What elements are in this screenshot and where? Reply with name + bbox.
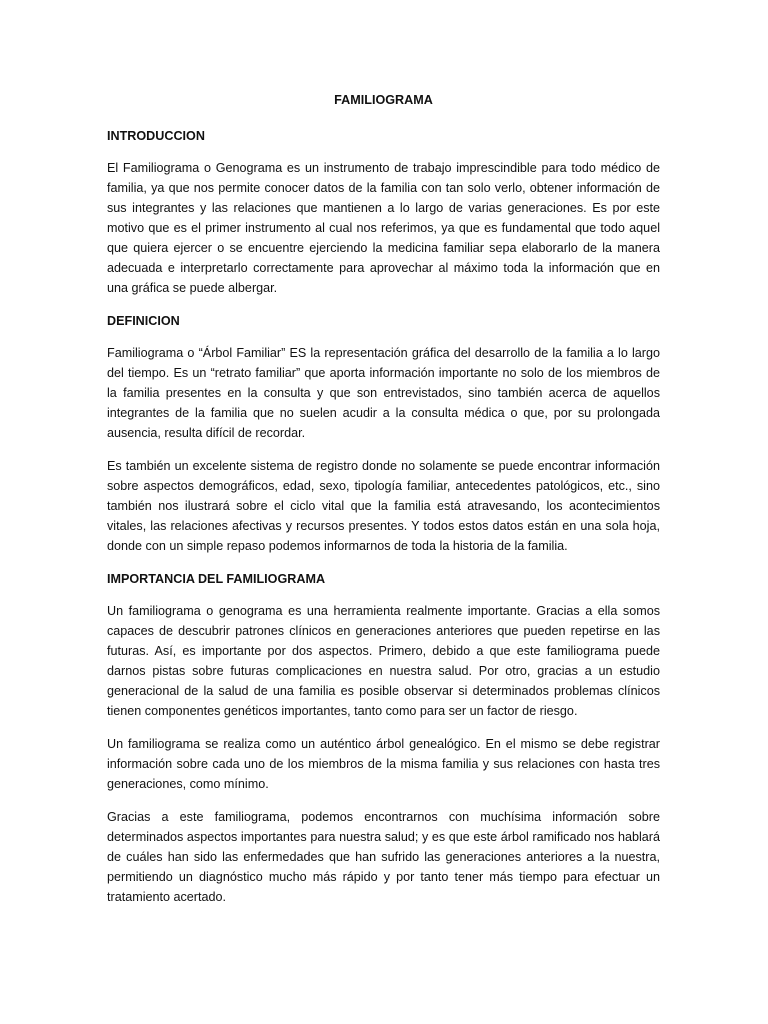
section-heading-introduccion: INTRODUCCION — [107, 129, 205, 143]
section-heading-definicion: DEFINICION — [107, 314, 180, 328]
document-page — [107, 90, 660, 920]
paragraph: Gracias a este familiograma, podemos encontrarnos con muchísima información sobre determinados aspectos importantes para nuestra salud; y es que este árbol ramificado nos hablará de cuáles han sido las enfermedades que han sufrido las generaciones anteriores a la nuestra, permitiendo un diagnóstico mucho más rápido y por tanto tener más tiempo para efectuar un tratamiento acertado. — [107, 810, 660, 904]
paragraph: Un familiograma o genograma es una herramienta realmente importante. Gracias a ella somos capaces de descubrir patrones clínicos en generaciones anteriores que pueden repetirse en las futuras. Así, es importante por dos aspectos. Primero, debido a que este familiograma puede darnos pistas sobre futuras complicaciones en nuestra salud. Por otro, gracias a un estudio generacional de la salud de una familia es posible observar si determinados problemas clínicos tienen componentes genéticos importantes, tanto como para ser un factor de riesgo. — [107, 604, 660, 718]
paragraph: Un familiograma se realiza como un auténtico árbol genealógico. En el mismo se debe registrar información sobre cada uno de los miembros de la misma familia y sus relaciones con hasta tres generaciones, como mínimo. — [107, 737, 660, 791]
document-title: FAMILIOGRAMA — [334, 93, 433, 107]
section-heading-importancia: IMPORTANCIA DEL FAMILIOGRAMA — [107, 572, 326, 586]
paragraph: Es también un excelente sistema de registro donde no solamente se puede encontrar información sobre aspectos demográficos, edad, sexo, tipología familiar, antecedentes patológicos, etc., sino también nos ilustrará sobre el ciclo vital que la familia está atravesando, los acontecimientos vitales, las relaciones afectivas y recursos presentes. Y todos estos datos están en una sola hoja, donde con un simple repaso podemos informarnos de toda la historia de la familia. — [107, 459, 660, 553]
paragraph: El Familiograma o Genograma es un instrumento de trabajo imprescindible para todo médico de familia, ya que nos permite conocer datos de la familia con tan solo verlo, obtener información de sus integrantes y las relaciones que mantienen a lo largo de varias generaciones. Es por este motivo que es el primer instrumento al cual nos referimos, ya que es fundamental que todo aquel que quiera ejercer o se encuentre ejerciendo la medicina familiar sepa elaborarlo de la manera adecuada e interpretarlo correctamente para aprovechar al máximo toda la información que en una gráfica se puede albergar. — [107, 161, 660, 295]
paragraph: Familiograma o “Árbol Familiar” ES la representación gráfica del desarrollo de la familia a lo largo del tiempo. Es un “retrato familiar” que aporta información importante no solo de los miembros de la familia presentes en la consulta y que son entrevistados, sino también acerca de aquellos integrantes de la familia que no suelen acudir a la consulta médica o que, por su prolongada ausencia, resulta difícil de recordar. — [107, 346, 660, 440]
